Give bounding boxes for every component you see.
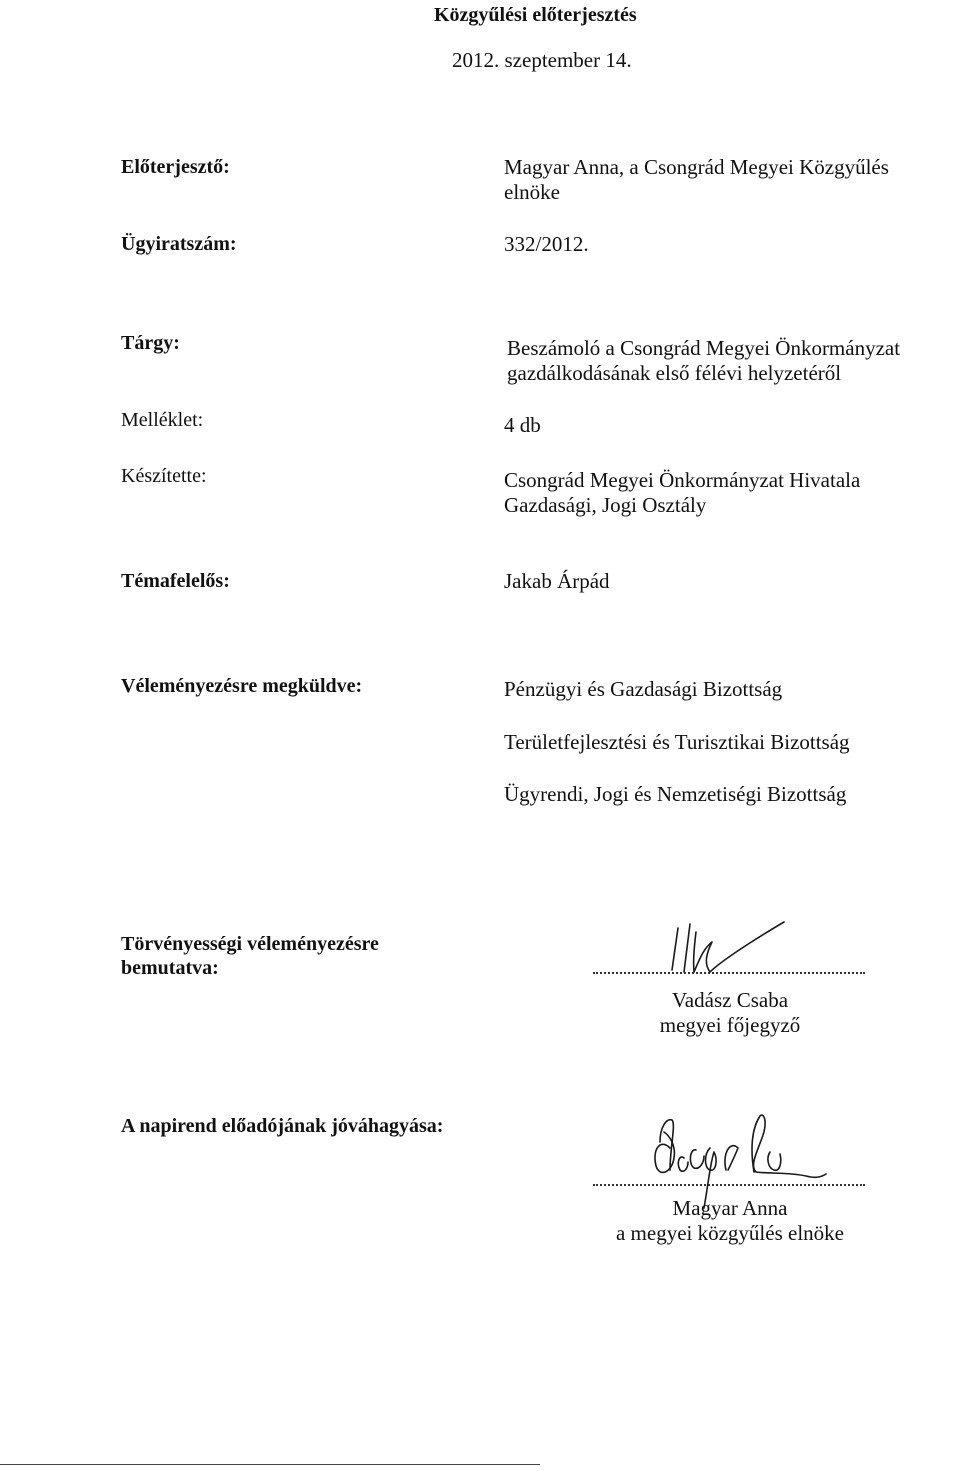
approval-title: a megyei közgyűlés elnöke xyxy=(615,1221,844,1245)
committee-item: Ügyrendi, Jogi és Nemzetiségi Bizottság xyxy=(504,782,847,806)
prepared-by-value-line1: Csongrád Megyei Önkormányzat Hivatala xyxy=(504,468,861,492)
attachment-label: Melléklet: xyxy=(121,409,204,431)
committee-item: Területfejlesztési és Turisztikai Bizottság xyxy=(504,730,850,754)
responsible-label: Témafelelős: xyxy=(121,570,230,592)
prepared-by-value-line2: Gazdasági, Jogi Osztály xyxy=(504,493,707,517)
presenter-label: Előterjesztő: xyxy=(121,156,230,178)
legal-review-name: Vadász Csaba xyxy=(671,988,789,1012)
approval-label: A napirend előadójának jóváhagyása: xyxy=(121,1115,444,1137)
subject-label: Tárgy: xyxy=(121,332,180,354)
presenter-value-line1: Magyar Anna, a Csongrád Megyei Közgyűlés xyxy=(504,155,889,179)
file-number-label: Ügyiratszám: xyxy=(121,233,237,255)
subject-value-line1: Beszámoló a Csongrád Megyei Önkormányzat xyxy=(507,336,901,360)
bottom-rule xyxy=(0,1464,540,1465)
sent-for-opinion-label: Véleményezésre megküldve: xyxy=(121,675,363,697)
attachment-value: 4 db xyxy=(504,413,541,437)
legal-review-label-line1: Törvényességi véleményezésre xyxy=(121,933,379,955)
document-date: 2012. szeptember 14. xyxy=(452,48,632,72)
presenter-value-line2: elnöke xyxy=(504,180,560,204)
prepared-by-label: Készítette: xyxy=(121,465,207,487)
document-heading: Közgyűlési előterjesztés xyxy=(434,4,637,26)
responsible-value: Jakab Árpád xyxy=(504,569,610,593)
legal-review-signature xyxy=(660,918,790,982)
approval-name: Magyar Anna xyxy=(672,1196,788,1220)
committee-item: Pénzügyi és Gazdasági Bizottság xyxy=(504,677,783,701)
file-number-value: 332/2012. xyxy=(504,232,589,256)
legal-review-label-line2: bemutatva: xyxy=(121,957,219,979)
legal-review-title: megyei főjegyző xyxy=(659,1013,801,1037)
subject-value-line2: gazdálkodásának első félévi helyzetéről xyxy=(507,361,842,385)
